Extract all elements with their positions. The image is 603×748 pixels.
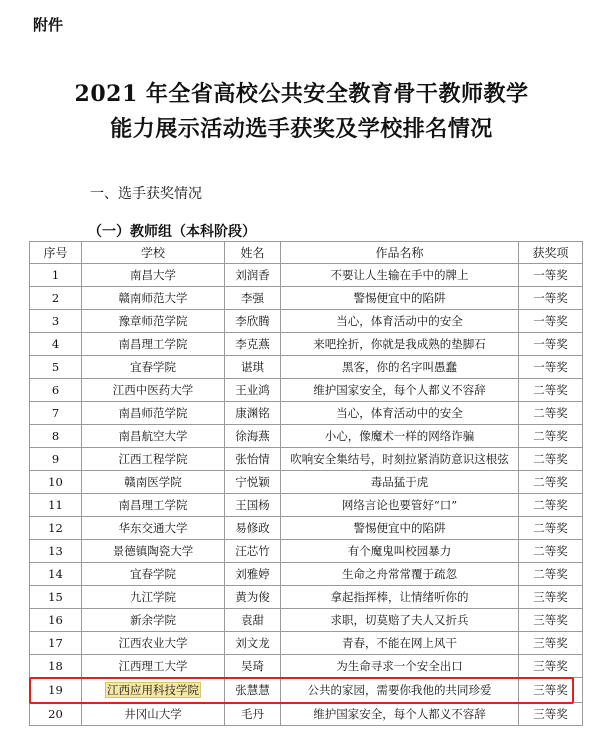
cell-name: 李强 <box>225 287 281 310</box>
table-row <box>30 379 583 402</box>
table-row <box>30 310 583 333</box>
cell-number: 9 <box>30 448 82 471</box>
table-row <box>30 586 583 609</box>
cell-work-title: 维护国家安全，每个人都义不容辞 <box>281 379 519 402</box>
header-work-title: 作品名称 <box>281 242 519 264</box>
cell-number: 20 <box>30 703 82 726</box>
cell-name: 毛丹 <box>225 703 281 726</box>
cell-work-title: 不要让人生输在手中的牌上 <box>281 264 519 287</box>
table-row <box>30 703 583 726</box>
cell-number: 8 <box>30 425 82 448</box>
cell-award: 二等奖 <box>519 563 583 586</box>
table-row <box>30 425 583 448</box>
cell-work-title: 网络言论也要管好“口” <box>281 494 519 517</box>
cell-number: 6 <box>30 379 82 402</box>
cell-award: 一等奖 <box>519 287 583 310</box>
cell-name: 汪芯竹 <box>225 540 281 563</box>
cell-school: 南昌航空大学 <box>82 425 225 448</box>
cell-work-title: 求职，切莫赔了夫人又折兵 <box>281 609 519 632</box>
table-row <box>30 448 583 471</box>
cell-name: 袁甜 <box>225 609 281 632</box>
cell-school: 南昌理工学院 <box>82 333 225 356</box>
cell-name: 张怡情 <box>225 448 281 471</box>
cell-award: 一等奖 <box>519 356 583 379</box>
cell-school: 江西农业大学 <box>82 632 225 655</box>
cell-award: 二等奖 <box>519 448 583 471</box>
cell-school: 南昌理工学院 <box>82 494 225 517</box>
cell-award: 二等奖 <box>519 402 583 425</box>
cell-award: 三等奖 <box>519 586 583 609</box>
cell-work-title: 公共的家园，需要你我他的共同珍爱 <box>281 678 519 703</box>
cell-number: 16 <box>30 609 82 632</box>
cell-award: 二等奖 <box>519 425 583 448</box>
cell-name: 张慧慧 <box>225 678 281 703</box>
cell-name: 李克燕 <box>225 333 281 356</box>
cell-school: 豫章师范学院 <box>82 310 225 333</box>
table-row <box>30 678 583 703</box>
cell-award: 一等奖 <box>519 310 583 333</box>
table-row <box>30 471 583 494</box>
cell-work-title: 当心，体育活动中的安全 <box>281 310 519 333</box>
cell-name: 吴琦 <box>225 655 281 678</box>
table-row <box>30 287 583 310</box>
cell-work-title: 毒品猛于虎 <box>281 471 519 494</box>
cell-award: 二等奖 <box>519 517 583 540</box>
cell-number: 2 <box>30 287 82 310</box>
cell-name: 康渊铭 <box>225 402 281 425</box>
cell-work-title: 青春，不能在网上风干 <box>281 632 519 655</box>
cell-school <box>82 678 225 703</box>
table-row <box>30 494 583 517</box>
cell-award: 三等奖 <box>519 678 583 703</box>
table-row <box>30 609 583 632</box>
cell-school: 宜春学院 <box>82 563 225 586</box>
cell-work-title: 小心，像魔术一样的网络诈骗 <box>281 425 519 448</box>
cell-work-title: 当心，体育活动中的安全 <box>281 402 519 425</box>
cell-school: 宜春学院 <box>82 356 225 379</box>
cell-school: 九江学院 <box>82 586 225 609</box>
cell-number: 7 <box>30 402 82 425</box>
cell-work-title: 生命之舟常常覆于疏忽 <box>281 563 519 586</box>
cell-name: 刘润香 <box>225 264 281 287</box>
cell-award: 三等奖 <box>519 609 583 632</box>
table-row <box>30 264 583 287</box>
cell-name: 徐海燕 <box>225 425 281 448</box>
cell-number: 13 <box>30 540 82 563</box>
cell-school: 赣南师范大学 <box>82 287 225 310</box>
cell-work-title: 黑客，你的名字叫愚蠢 <box>281 356 519 379</box>
cell-name: 刘雅婷 <box>225 563 281 586</box>
cell-school: 井冈山大学 <box>82 703 225 726</box>
cell-award: 二等奖 <box>519 379 583 402</box>
cell-award: 三等奖 <box>519 655 583 678</box>
table-row <box>30 402 583 425</box>
cell-work-title: 为生命寻求一个安全出口 <box>281 655 519 678</box>
header-award: 获奖项 <box>519 242 583 264</box>
section-heading: 一、选手获奖情况 <box>90 186 202 202</box>
cell-number: 14 <box>30 563 82 586</box>
cell-school: 南昌大学 <box>82 264 225 287</box>
table-row <box>30 655 583 678</box>
document-title-line-2: 能力展示活动选手获奖及学校排名情况 <box>110 116 493 142</box>
header-number: 序号 <box>30 242 82 264</box>
cell-name: 王业鸿 <box>225 379 281 402</box>
cell-work-title: 警惕便宜中的陷阱 <box>281 287 519 310</box>
cell-number: 1 <box>30 264 82 287</box>
cell-work-title: 维护国家安全，每个人都义不容辞 <box>281 703 519 726</box>
table-row <box>30 356 583 379</box>
group-heading: （一）教师组（本科阶段） <box>88 224 256 240</box>
cell-work-title: 吹响安全集结号，时刻拉紧消防意识这根弦 <box>281 448 519 471</box>
attachment-label: 附件 <box>33 16 64 34</box>
cell-name: 谌琪 <box>225 356 281 379</box>
cell-school: 南昌师范学院 <box>82 402 225 425</box>
cell-school: 江西工程学院 <box>82 448 225 471</box>
table-row <box>30 540 583 563</box>
cell-number: 18 <box>30 655 82 678</box>
cell-work-title: 有个魔鬼叫校园暴力 <box>281 540 519 563</box>
cell-number: 11 <box>30 494 82 517</box>
cell-name: 黄为俊 <box>225 586 281 609</box>
cell-work-title: 来吧拴折，你就是我成熟的垫脚石 <box>281 333 519 356</box>
cell-award: 二等奖 <box>519 540 583 563</box>
cell-number: 12 <box>30 517 82 540</box>
cell-number: 3 <box>30 310 82 333</box>
header-name: 姓名 <box>225 242 281 264</box>
document-title-line-1: 2021 年全省高校公共安全教育骨干教师教学 <box>74 81 529 107</box>
cell-award: 二等奖 <box>519 494 583 517</box>
cell-school: 江西中医药大学 <box>82 379 225 402</box>
cell-number: 15 <box>30 586 82 609</box>
cell-number: 19 <box>30 678 82 703</box>
cell-school: 江西理工大学 <box>82 655 225 678</box>
cell-school: 景德镇陶瓷大学 <box>82 540 225 563</box>
header-school: 学校 <box>82 242 225 264</box>
table-header-row <box>30 242 583 264</box>
cell-number: 5 <box>30 356 82 379</box>
cell-name: 刘文龙 <box>225 632 281 655</box>
highlighted-school: 江西应用科技学院 <box>107 683 199 697</box>
cell-number: 10 <box>30 471 82 494</box>
table-row <box>30 517 583 540</box>
cell-number: 17 <box>30 632 82 655</box>
cell-award: 一等奖 <box>519 264 583 287</box>
cell-award: 三等奖 <box>519 632 583 655</box>
cell-school: 新余学院 <box>82 609 225 632</box>
cell-work-title: 警惕便宜中的陷阱 <box>281 517 519 540</box>
cell-number: 4 <box>30 333 82 356</box>
cell-award: 二等奖 <box>519 471 583 494</box>
table-row <box>30 563 583 586</box>
cell-award: 一等奖 <box>519 333 583 356</box>
cell-name: 宁悦颖 <box>225 471 281 494</box>
cell-award: 三等奖 <box>519 703 583 726</box>
cell-name: 王国杨 <box>225 494 281 517</box>
table-row <box>30 333 583 356</box>
table-row <box>30 632 583 655</box>
cell-work-title: 拿起指挥棒，让情绪听你的 <box>281 586 519 609</box>
cell-name: 易修政 <box>225 517 281 540</box>
cell-school: 赣南医学院 <box>82 471 225 494</box>
awards-table <box>29 241 583 726</box>
cell-school: 华东交通大学 <box>82 517 225 540</box>
cell-name: 李欣腾 <box>225 310 281 333</box>
